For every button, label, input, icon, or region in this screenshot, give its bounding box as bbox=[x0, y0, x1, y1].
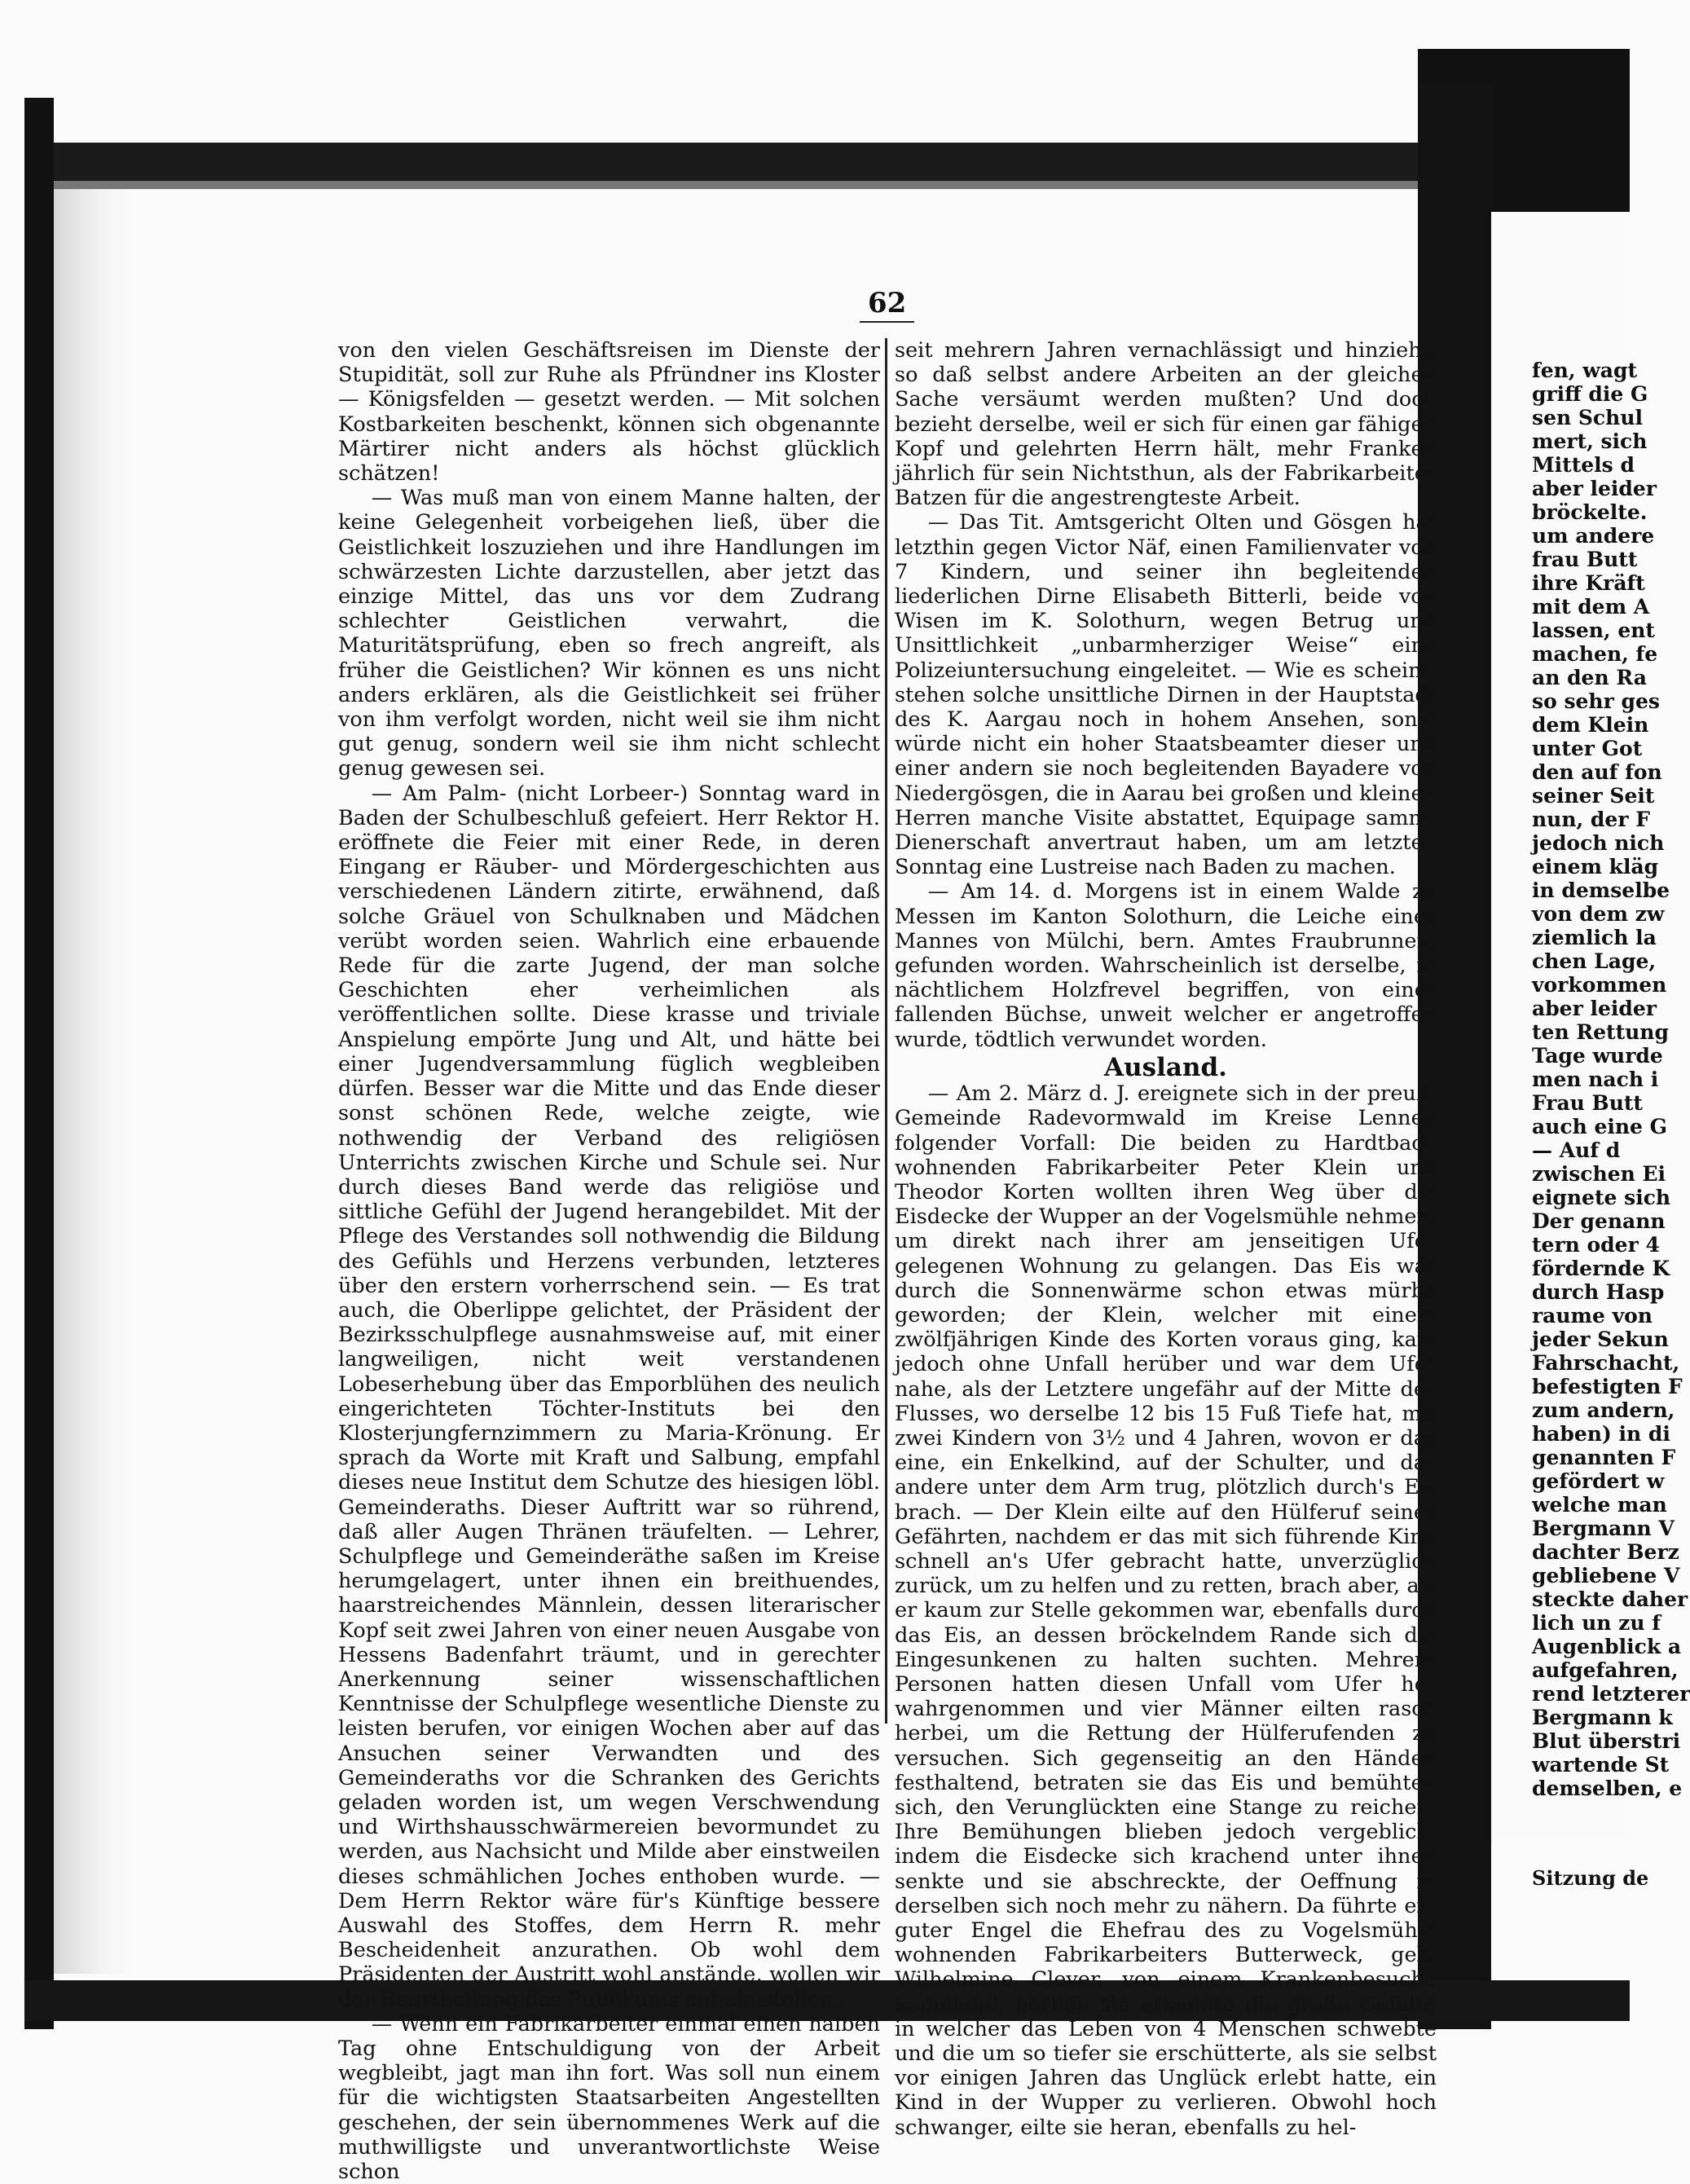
next-page-line: ten Rettung bbox=[1532, 1020, 1669, 1044]
next-page-line: Bergmann V bbox=[1532, 1517, 1675, 1540]
next-page-line: chen Lage, bbox=[1532, 949, 1657, 973]
next-page-line: von dem zw bbox=[1532, 902, 1665, 926]
next-page-line: lich un zu f bbox=[1532, 1611, 1661, 1635]
next-page-line: raume von bbox=[1532, 1304, 1653, 1328]
next-page-line: dem Klein bbox=[1532, 713, 1649, 737]
next-page-line: unter Got bbox=[1532, 737, 1643, 760]
next-page-line: Fahrschacht, bbox=[1532, 1351, 1680, 1375]
scan-border-top bbox=[33, 143, 1434, 183]
next-page-line: jedoch nich bbox=[1532, 831, 1665, 855]
next-page-line: griff die G bbox=[1532, 382, 1648, 406]
next-page-line: frau Butt bbox=[1532, 548, 1638, 571]
next-page-line: — Auf d bbox=[1532, 1138, 1621, 1162]
next-page-line: in demselbe bbox=[1532, 878, 1670, 902]
next-page-line: demselben, e bbox=[1532, 1777, 1683, 1800]
next-page-line: mert, sich bbox=[1532, 429, 1648, 453]
paragraph: — Was muß man von einem Manne halten, der keine Gelegenheit vorbeigehen ließ, über die Geistlichkeit loszuziehen und ihre Handlungen im schwärzesten Lichte darzustellen, aber jetzt das einzige Mittel, das uns vor dem Zudrang schlechter Geistlichen verwahrt, die Maturitätsprüfung, eben so frech angreift, als früher die Geistlichen? Wir können es uns nicht anders erklären, als die Geistlichkeit sei früher von ihm verfolgt worden, nicht weil sie ihm nicht gut genug, sondern weil sie ihm nicht schlecht genug gewesen sei. bbox=[338, 486, 880, 782]
next-page-line: Bergmann k bbox=[1532, 1706, 1673, 1729]
next-page-line: Blut überstri bbox=[1532, 1729, 1681, 1753]
next-page-line: ziemlich la bbox=[1532, 926, 1657, 949]
next-page-line: nun, der F bbox=[1532, 808, 1650, 831]
next-page-line: Tage wurde bbox=[1532, 1044, 1663, 1068]
next-page-line: aufgefahren, bbox=[1532, 1658, 1679, 1682]
next-page-line: fen, wagt bbox=[1532, 359, 1637, 382]
next-page-line: zum andern, bbox=[1532, 1398, 1675, 1422]
next-page-line: mit dem A bbox=[1532, 595, 1650, 619]
next-page-line: gefördert w bbox=[1532, 1469, 1665, 1493]
next-page-line: Frau Butt bbox=[1532, 1091, 1643, 1115]
paragraph: — Wenn ein Fabrikarbeiter einmal einen halben Tag ohne Entschuldigung von der Arbeit wegbleibt, jagt man ihn fort. Was soll nun einem für die wichtigsten Staatsarbeiten Angestellten geschehen, der sein übernommenes Werk auf die muthwilligste und unverantwortlichste Weise schon bbox=[338, 2011, 880, 2184]
left-column bbox=[338, 338, 880, 2184]
next-page-line: wartende St bbox=[1532, 1753, 1670, 1777]
scan-shadow-top bbox=[49, 181, 1426, 189]
next-page-line: ihre Kräft bbox=[1532, 571, 1645, 595]
paragraph: — Am Palm- (nicht Lorbeer-) Sonntag ward in Baden der Schulbeschluß gefeiert. Herr Rektor H. eröffnete die Feier mit einer Rede, in deren Eingang er Räuber- und Mördergeschichten aus verschiedenen Ländern zitirte, erwähnend, daß solche Gräuel von Schulknaben und Mädchen verübt worden seien. Wahrlich eine erbauende Rede für die zarte Jugend, der man solche Geschichten eher verheimlichen als veröffentlichen sollte. Diese krasse und triviale Anspielung empörte Jung und Alt, und hätte bei einer Jugendversammlung füglich wegbleiben dürfen. Besser war die Mitte und das Ende dieser sonst schönen Rede, welche zeigte, wie nothwendig der Verband des religiösen Unterrichts zwischen Kirche und Schule sei. Nur durch dieses Band werde das religiöse und sittliche Gefühl der Jugend herangebildet. Mit der Pflege des Verstandes soll nothwendig die Bildung des Gefühls und Herzens verbunden, letzteres über den erstern vorherrschend sein. — Es trat auch, die Oberlippe gelichtet, der Präsident der Bezirksschulpflege ausnahmsweise auf, mit einer langweiligen, nicht weit verstandenen Lobeserhebung über das Emporblühen des neulich eingerichteten Töchter-Instituts bei den Klosterjungfernzimmern zu Maria-Krönung. Er sprach da Worte mit Kraft und Salbung, empfahl dieses neue Institut dem Schutze des hiesigen löbl. Gemeinderaths. Dieser Auftritt war so rührend, daß aller Augen Thränen träufelten. — Lehrer, Schulpflege und Gemeinderäthe saßen im Kreise herumgelagert, unter ihnen ein breithuendes, haarstreichendes Männlein, dessen literarischer Kopf seit zwei Jahren von einer neuen Ausgabe von Hessens Badenfahrt träumt, und in gerechter Anerkennung seiner wissenschaftlichen Kenntnisse der Schulpflege wesentliche Dienste zu leisten berufen, vor einigen Wochen aber auf das Ansuchen seiner Verwandten und des Gemeinderaths vor die Schranken des Gerichts geladen worden ist, um wegen Verschwendung und Wirthshausschwärmereien bevormundet zu werden, aus Nachsicht und Milde aber einstweilen dieses schmählichen Joches enthoben wurde. — Dem Herrn Rektor wäre für's Künftige bessere Auswahl des Stoffes, dem Herrn R. mehr Bescheidenheit anzurathen. Ob wohl dem Präsidenten der Austritt wohl anstände, wollen wir der Beurtheilung des Publikums anheimstellen. bbox=[338, 781, 880, 2012]
paragraph: — Das Tit. Amtsgericht Olten und Gösgen hat letzthin gegen Victor Näf, einen Familienvater von 7 Kindern, und seiner ihn begleitenden liederlichen Dirne Elisabeth Bitterli, beide von Wisen im K. Solothurn, wegen Betrug und Unsittlichkeit „unbarmherziger Weise“ eine Polizeiuntersuchung eingeleitet. — Wie es scheint, stehen solche unsittliche Dirnen in der Hauptstadt des K. Aargau noch in hohem Ansehen, sonst würde nicht ein hoher Staatsbeamter dieser und einer andern sie noch begleitenden Bayadere von Niedergösgen, die in Aarau bei großen und kleinen Herren manche Visite abstattet, Equipage sammt Dienerschaft anvertraut haben, um am letzten Sonntag eine Lustreise nach Baden zu machen. bbox=[895, 510, 1437, 880]
next-page-line: machen, fe bbox=[1532, 642, 1658, 666]
next-page-line: so sehr ges bbox=[1532, 689, 1660, 713]
next-page-line: Mittels d bbox=[1532, 453, 1635, 477]
column-divider bbox=[885, 338, 887, 1724]
next-page-line: befestigten F bbox=[1532, 1375, 1683, 1398]
next-page-line: eignete sich bbox=[1532, 1186, 1671, 1209]
next-page-line: men nach i bbox=[1532, 1068, 1659, 1091]
next-page-fragment-column bbox=[1491, 212, 1690, 1842]
paragraph: seit mehrern Jahren vernachlässigt und hinzieht, so daß selbst andere Arbeiten an der gleichen Sache versäumt werden mußten? Und doch bezieht derselbe, weil er sich für einen gar fähigen Kopf und gelehrten Herrn hält, mehr Franken jährlich für sein Nichtsthun, als der Fabrikarbeiter Batzen für die angestrengteste Arbeit. bbox=[895, 338, 1437, 511]
next-page-line: zwischen Ei bbox=[1532, 1162, 1666, 1186]
right-column bbox=[895, 338, 1437, 2140]
paragraph: von den vielen Geschäftsreisen im Dienste der Stupidität, soll zur Ruhe als Pfründner ins Kloster — Königsfelden — gesetzt werden. — Mit solchen Kostbarkeiten beschenkt, können sich obgenannte Märtirer nicht anders als höchst glücklich schätzen! bbox=[338, 338, 880, 487]
scan-border-left bbox=[24, 98, 54, 2029]
next-page-line: seiner Seit bbox=[1532, 784, 1655, 808]
next-page-line: dachter Berz bbox=[1532, 1540, 1679, 1564]
next-page-line: an den Ra bbox=[1532, 666, 1647, 689]
next-page-line: bröckelte. bbox=[1532, 500, 1648, 524]
page-gutter-shadow bbox=[54, 189, 135, 1974]
next-page-line: auch eine G bbox=[1532, 1115, 1668, 1138]
paragraph: — Am 14. d. Morgens ist in einem Walde zu Messen im Kanton Solothurn, die Leiche eines Mannes von Mülchi, bern. Amtes Fraubrunnen, gefunden worden. Wahrscheinlich ist derselbe, in nächtlichem Holzfrevel begriffen, von einer fallenden Büchse, unweit welcher er angetroffen wurde, tödtlich verwundet worden. bbox=[895, 879, 1437, 1052]
next-page-line: Der genann bbox=[1532, 1209, 1666, 1233]
next-page-line: aber leider bbox=[1532, 997, 1657, 1020]
next-page-line: rend letzterer bbox=[1532, 1682, 1690, 1706]
next-page-line: sen Schul bbox=[1532, 406, 1643, 429]
next-page-line: einem kläg bbox=[1532, 855, 1659, 878]
section-heading-ausland: Ausland. bbox=[1104, 1052, 1227, 1082]
paragraph: — Am 2. März d. J. ereignete sich in der preuß. Gemeinde Radevormwald im Kreise Lennep folgender Vorfall: Die beiden zu Hardtbach wohnenden Fabrikarbeiter Peter Klein und Theodor Korten wollten ihren Weg über die Eisdecke der Wupper an der Vogelsmühle nehmen, um direkt nach ihrer am jenseitigen Ufer gelegenen Wohnung zu gelangen. Das Eis war durch die Sonnenwärme schon etwas mürbe geworden; der Klein, welcher mit einem zwölfjährigen Kinde des Korten voraus ging, kam jedoch ohne Unfall herüber und war dem Ufer nahe, als der Letztere ungefähr auf der Mitte des Flusses, wo derselbe 12 bis 15 Fuß Tiefe hat, mit zwei Kindern von 3½ und 4 Jahren, wovon er das eine, ein Enkelkind, auf der Schulter, und das andere unter dem Arm trug, plötzlich durch's Eis brach. — Der Klein eilte auf den Hülferuf seines Gefährten, nachdem er das mit sich führende Kind schnell an's Ufer gebracht hatte, unverzüglich zurück, um zu helfen und zu retten, brach aber, als er kaum zur Stelle gekommen war, ebenfalls durch das Eis, an dessen bröckelndem Rande sich die Eingesunkenen zu halten suchten. Mehrere Personen hatten diesen Unfall vom Ufer her wahrgenommen und vier Männer eilten rasch herbei, um die Rettung der Hülferufenden zu versuchen. Sich gegenseitig an den Händen festhaltend, betraten sie das Eis und bemühten sich, den Verunglückten eine Stange zu reichen. Ihre Bemühungen blieben jedoch vergeblich, indem die Eisdecke sich krachend unter ihnen senkte und sie abschreckte, der Oeffnung in derselben sich noch mehr zu nähern. Da führte ein guter Engel die Ehefrau des zu Vogelsmühle wohnenden Fabrikarbeiters Butterweck, geb. Wilhelmine Clever, von einem Krankenbesuche kommend, herbei; sie erkannte die große Gefahr, in welcher das Leben von 4 Menschen schwebte und die um so tiefer sie erschütterte, als sie selbst vor einigen Jahren das Unglück erlebt hatte, ein Kind in der Wupper zu verlieren. Obwohl hoch schwanger, eilte sie heran, ebenfalls zu hel- bbox=[895, 1081, 1437, 2140]
next-page-line: tern oder 4 bbox=[1532, 1233, 1660, 1257]
next-page-line: fördernde K bbox=[1532, 1257, 1670, 1280]
next-page-line: vorkommen bbox=[1532, 973, 1667, 997]
next-page-line: durch Hasp bbox=[1532, 1280, 1665, 1304]
next-page-line: den auf fon bbox=[1532, 760, 1662, 784]
next-page-line: jeder Sekun bbox=[1532, 1328, 1669, 1351]
next-page-line: lassen, ent bbox=[1532, 619, 1655, 642]
next-page-line: welche man bbox=[1532, 1493, 1667, 1517]
next-page-line: haben) in di bbox=[1532, 1422, 1670, 1446]
next-page-line: aber leider bbox=[1532, 477, 1657, 500]
next-page-line: steckte daher bbox=[1532, 1587, 1688, 1611]
page-number: 62 bbox=[860, 287, 914, 323]
next-page-line: um andere bbox=[1532, 524, 1655, 548]
next-page-footer: Sitzung de bbox=[1532, 1866, 1649, 1890]
next-page-line: genannten F bbox=[1532, 1446, 1676, 1469]
next-page-line: gebliebene V bbox=[1532, 1564, 1680, 1587]
next-page-line: Augenblick a bbox=[1532, 1635, 1682, 1658]
